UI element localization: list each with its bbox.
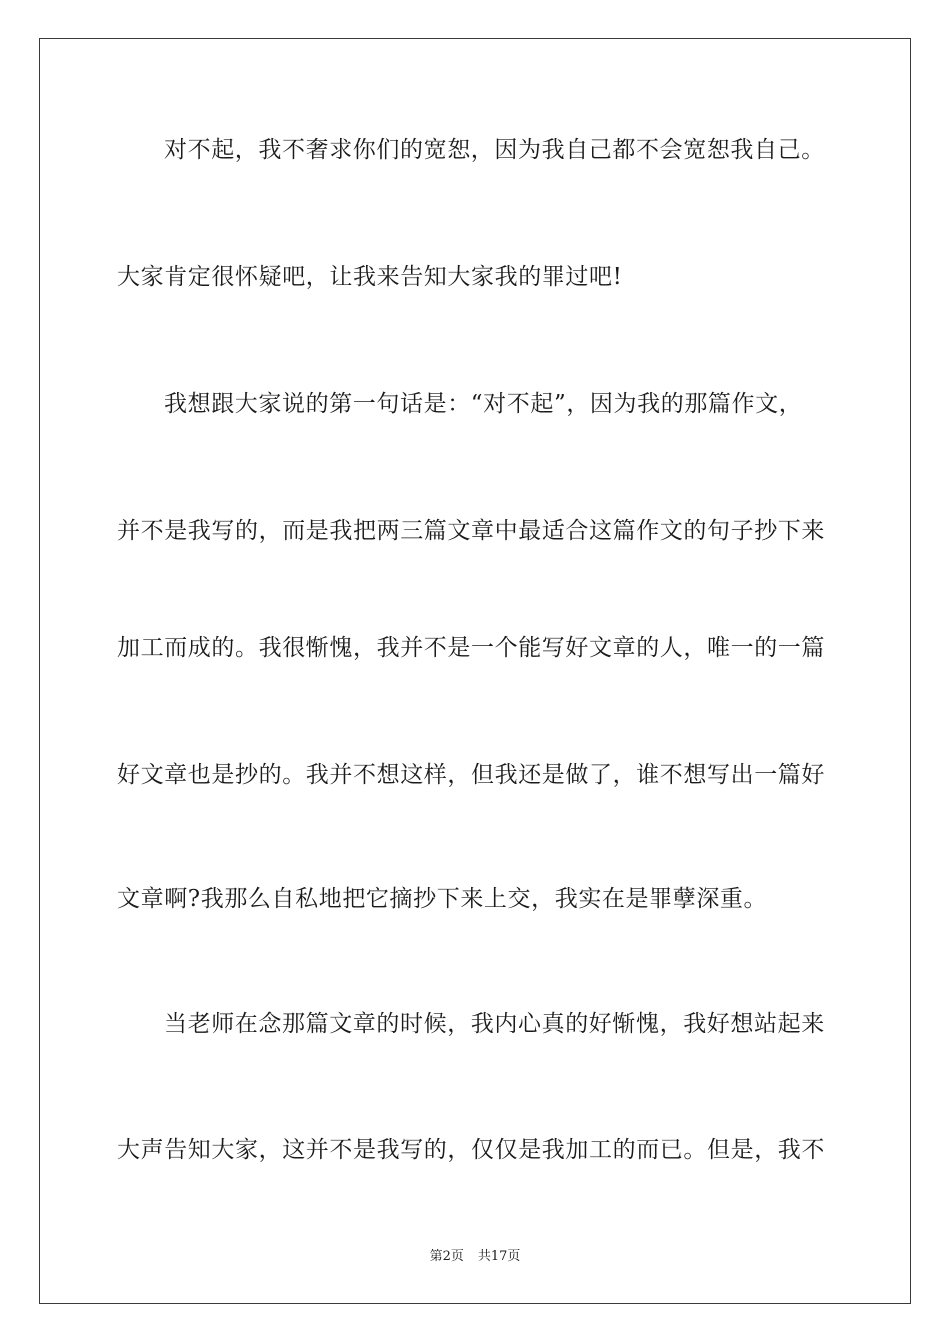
paragraph-line: 大声告知大家，这并不是我写的，仅仅是我加工的而已。但是，我不 bbox=[117, 1137, 825, 1163]
paragraph-line: 当老师在念那篇文章的时候，我内心真的好惭愧，我好想站起来 bbox=[164, 1011, 825, 1037]
paragraph-line: 加工而成的。我很惭愧，我并不是一个能写好文章的人，唯一的一篇 bbox=[117, 635, 825, 661]
page-border bbox=[39, 38, 911, 1304]
paragraph-line: 我想跟大家说的第一句话是：“对不起”，因为我的那篇作文， bbox=[164, 391, 803, 417]
paragraph-line: 对不起，我不奢求你们的宽恕，因为我自己都不会宽恕我自己。 bbox=[164, 137, 825, 163]
page-total: 共17页 bbox=[477, 1249, 521, 1264]
paragraph-line: 文章啊?我那么自私地把它摘抄下来上交，我实在是罪孽深重。 bbox=[117, 886, 768, 912]
paragraph-line: 好文章也是抄的。我并不想这样，但我还是做了，谁不想写出一篇好 bbox=[117, 762, 825, 788]
page-footer bbox=[0, 1248, 950, 1266]
page-number: 第2页 bbox=[429, 1249, 464, 1264]
paragraph-line: 并不是我写的，而是我把两三篇文章中最适合这篇作文的句子抄下来 bbox=[117, 518, 825, 544]
paragraph-line: 大家肯定很怀疑吧，让我来告知大家我的罪过吧! bbox=[117, 264, 623, 290]
